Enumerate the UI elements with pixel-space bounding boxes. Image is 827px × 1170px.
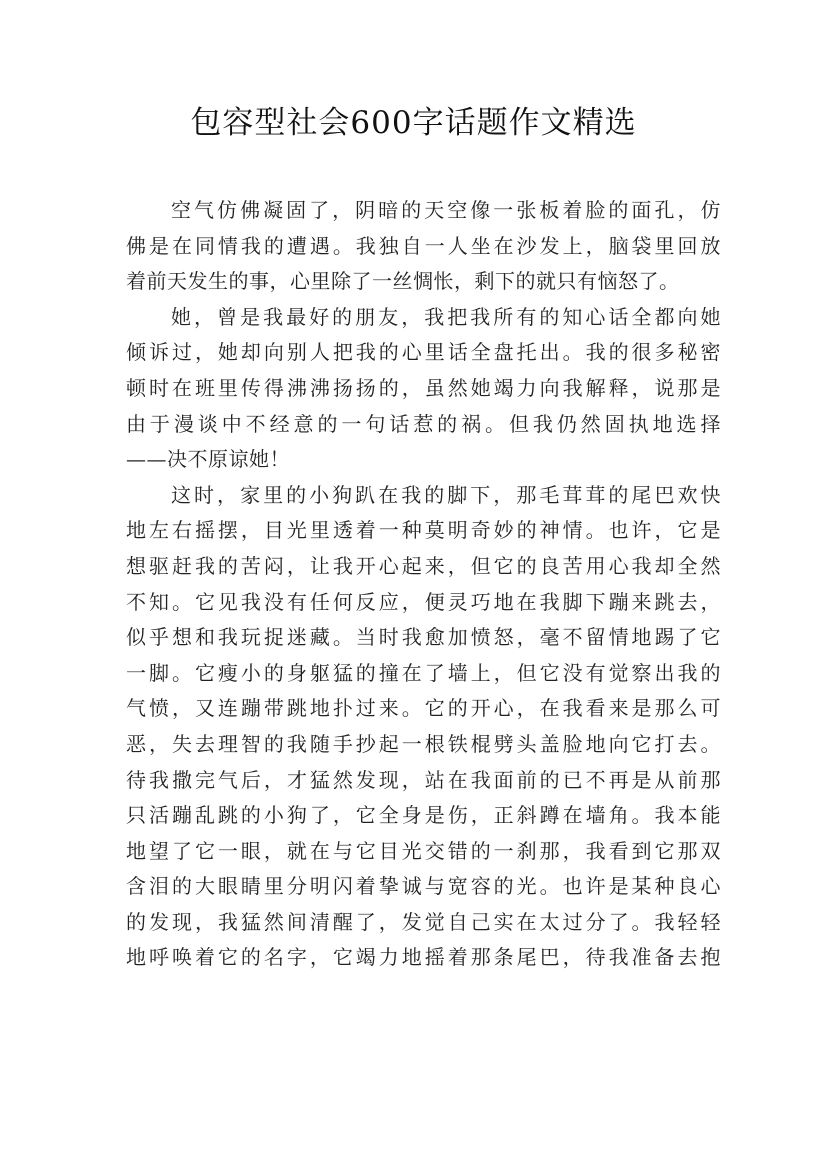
text-line: 地呼唤着它的名字，它竭力地摇着那条尾巴，待我准备去抱 xyxy=(126,945,721,970)
text-line: 的发现，我猛然间清醒了，发觉自己实在太过分了。我轻轻 xyxy=(126,909,721,934)
text-line: 地左右摇摆，目光里透着一种莫明奇妙的神情。也许，它是 xyxy=(126,518,721,543)
document-title: 包容型社会600字话题作文精选 xyxy=(190,105,637,141)
text-line: 待我撒完气后，才猛然发现，站在我面前的已不再是从前那 xyxy=(126,767,721,792)
text-line: 她，曾是我最好的朋友，我把我所有的知心话全都向她 xyxy=(171,304,721,329)
text-line: ——决不原谅她！ xyxy=(126,447,290,472)
text-line: 空气仿佛凝固了，阴暗的天空像一张板着脸的面孔，仿 xyxy=(171,198,721,222)
text-line: 由于漫谈中不经意的一句话惹的祸。但我仍然固执地选择 xyxy=(126,411,721,436)
text-line: 顿时在班里传得沸沸扬扬的，虽然她竭力向我解释，说那是 xyxy=(126,375,721,400)
text-line: 想驱赶我的苦闷，让我开心起来，但它的良苦用心我却全然 xyxy=(126,553,721,578)
text-line: 似乎想和我玩捉迷藏。当时我愈加愤怒，毫不留情地踢了它 xyxy=(126,625,721,650)
text-line: 这时，家里的小狗趴在我的脚下，那毛茸茸的尾巴欢快 xyxy=(171,482,721,507)
text-line: 含泪的大眼睛里分明闪着挚诚与宽容的光。也许是某种良心 xyxy=(126,874,721,899)
document-body xyxy=(126,193,721,976)
text-line: 倾诉过，她却向别人把我的心里话全盘托出。我的很多秘密 xyxy=(126,340,721,365)
text-line: 气愤，又连蹦带跳地扑过来。它的开心，在我看来是那么可 xyxy=(126,696,721,721)
text-line: 地望了它一眼，就在与它目光交错的一刹那，我看到它那双 xyxy=(126,838,721,863)
text-line: 只活蹦乱跳的小狗了，它全身是伤，正斜蹲在墙角。我本能 xyxy=(126,803,721,828)
text-line: 佛是在同情我的遭遇。我独自一人坐在沙发上，脑袋里回放 xyxy=(126,233,721,258)
text-line: 不知。它见我没有任何反应，便灵巧地在我脚下蹦来跳去， xyxy=(126,589,721,614)
text-line: 着前天发生的事，心里除了一丝惆怅，剩下的就只有恼怒了。 xyxy=(126,269,680,294)
text-line: 恶，失去理智的我随手抄起一根铁棍劈头盖脸地向它打去。 xyxy=(126,731,721,756)
text-line: 一脚。它瘦小的身躯猛的撞在了墙上，但它没有觉察出我的 xyxy=(126,660,721,685)
